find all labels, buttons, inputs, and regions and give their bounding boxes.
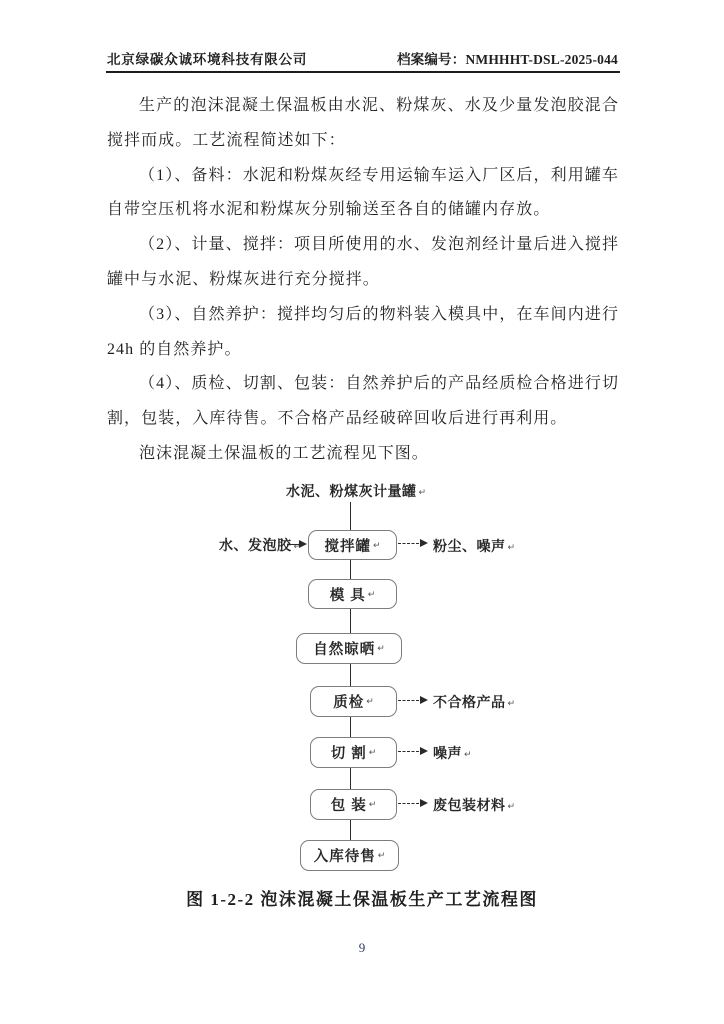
return-mark: ↵ (367, 588, 376, 599)
flow-arrow-down (350, 558, 351, 579)
flow-arrow-down (350, 818, 351, 840)
flow-box-cutting: 切 割 ↵ (310, 737, 397, 768)
flow-output-label: 不合格产品 ↵ (433, 694, 516, 710)
body-paragraph: 泡沫混凝土保温板的工艺流程见下图。 (139, 444, 429, 462)
return-mark: ↵ (377, 850, 386, 860)
return-mark: ↵ (293, 541, 302, 551)
flow-output-label: 废包装材料 ↵ (433, 797, 516, 813)
flow-box-natural-drying: 自然晾晒 ↵ (296, 633, 402, 664)
flow-arrow-dashed (398, 803, 419, 804)
return-mark: ↵ (507, 542, 516, 552)
archive-number-label: 档案编号： (396, 52, 466, 67)
flow-box-mold: 模 具 ↵ (308, 579, 397, 609)
flow-box-mixing-tank: 搅拌罐 ↵ (308, 530, 397, 560)
return-mark: ↵ (507, 698, 516, 708)
flow-output-label: 粉尘、噪声 ↵ (433, 538, 516, 554)
return-mark: ↵ (368, 747, 377, 757)
return-mark: ↵ (372, 539, 381, 550)
return-mark: ↵ (368, 799, 377, 809)
flow-arrow-down (350, 766, 351, 789)
flow-arrow-down (350, 715, 351, 737)
flow-box-quality-check: 质检 ↵ (310, 686, 397, 717)
flow-arrow-right (287, 544, 299, 545)
body-text (107, 89, 619, 472)
return-mark: ↵ (377, 643, 385, 653)
flow-input-label: 水、发泡胶 ↵ (219, 537, 302, 553)
flow-source-label: 水泥、粉煤灰计量罐 ↵ (285, 483, 427, 499)
page-number: 9 (358, 940, 366, 955)
header-rule (106, 71, 620, 73)
body-paragraph: （2）、计量、搅拌：项目所使用的水、发泡剂经计量后进入搅拌罐中与水泥、粉煤灰进行充分搅拌。 (107, 236, 619, 288)
return-mark: ↵ (418, 487, 427, 497)
process-flowchart (0, 480, 724, 880)
archive-number-value: NMHHHT-DSL-2025-044 (465, 52, 618, 67)
company-name: 北京绿碳众诚环境科技有限公司 (107, 52, 308, 67)
return-mark: ↵ (464, 749, 472, 759)
flow-arrow-down (350, 662, 351, 686)
flow-box-packaging: 包 装 ↵ (310, 789, 397, 820)
flow-box-warehouse: 入库待售 ↵ (300, 840, 399, 871)
flow-arrow-dashed (398, 751, 419, 752)
return-mark: ↵ (507, 801, 516, 811)
body-paragraph: （1）、备料：水泥和粉煤灰经专用运输车运入厂区后，利用罐车自带空压机将水泥和粉煤灰分别输送至各自的储罐内存放。 (107, 166, 619, 219)
flow-arrow-dashed (398, 543, 419, 544)
flow-arrow-down (350, 607, 351, 633)
body-paragraph: （3）、自然养护：搅拌均匀后的物料装入模具中，在车间内进行 24h 的自然养护。 (107, 305, 619, 358)
flow-output-label: 噪声 ↵ (433, 745, 472, 761)
body-paragraph: 生产的泡沫混凝土保温板由水泥、粉煤灰、水及少量发泡胶混合搅拌而成。工艺流程简述如下： (107, 97, 619, 149)
archive-number (397, 48, 618, 68)
flow-arrow-dashed (398, 700, 419, 701)
flow-arrow-down (350, 502, 351, 530)
return-mark: ↵ (366, 696, 374, 706)
figure-caption: 图 1-2-2 泡沫混凝土保温板生产工艺流程图 (186, 890, 538, 909)
body-paragraph: （4）、质检、切割、包装：自然养护后的产品经质检合格进行切割，包装，入库待售。不合格产品经破碎回收后进行再利用。 (107, 375, 619, 428)
